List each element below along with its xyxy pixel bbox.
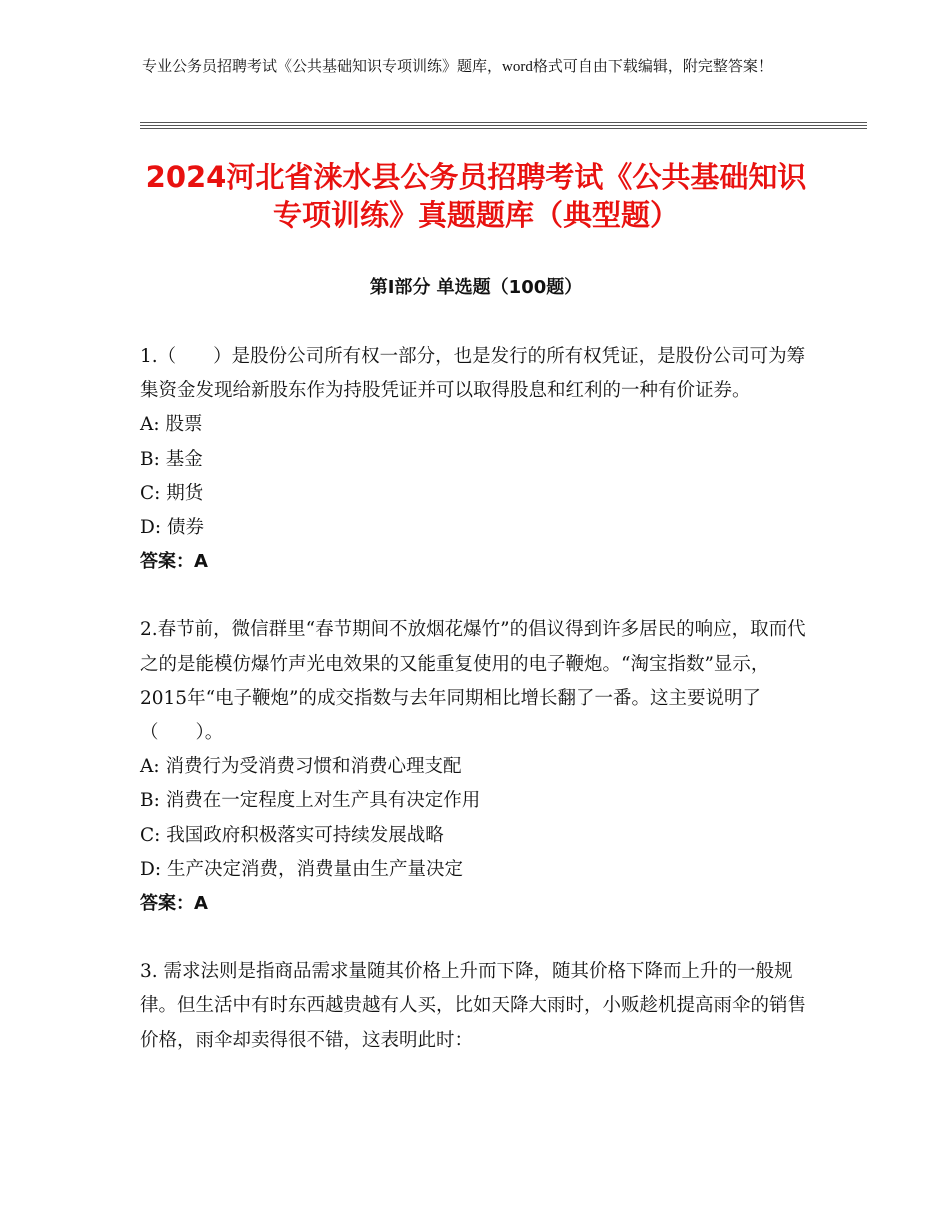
document-title: 2024河北省涞水县公务员招聘考试《公共基础知识专项训练》真题题库（典型题） xyxy=(145,160,807,232)
section-title: 第Ⅰ部分 单选题（100题） xyxy=(369,277,583,298)
question-item xyxy=(140,340,812,579)
header-note: 专业公务员招聘考试《公共基础知识专项训练》题库，word格式可自由下载编辑，附完整答案！ xyxy=(142,59,773,75)
question-option: B: 消费在一定程度上对生产具有决定作用 xyxy=(140,790,481,812)
question-option: A: 股票 xyxy=(140,414,203,436)
question-answer: 答案：A xyxy=(140,551,208,573)
question-stem: 3. 需求法则是指商品需求量随其价格上升而下降，随其价格下降而上升的一般规律。但生活中有时东西越贵越有人买，比如天降大雨时，小贩趁机提高雨伞的销售价格，雨伞却卖得很不错，这表明此时： xyxy=(140,961,807,1051)
question-item xyxy=(140,613,812,921)
question-item xyxy=(140,955,812,1058)
question-option: C: 我国政府积极落实可持续发展战略 xyxy=(140,824,444,846)
question-option: C: 期货 xyxy=(140,482,204,504)
question-spacer xyxy=(140,579,812,613)
header-divider-line xyxy=(140,125,867,126)
question-option: B: 基金 xyxy=(140,448,203,470)
header-divider-line xyxy=(140,128,867,129)
question-stem: 1.（ ）是股份公司所有权一部分，也是发行的所有权凭证，是股份公司可为筹集资金发现给新股东作为持股凭证并可以取得股息和红利的一种有价证券。 xyxy=(140,346,806,402)
question-stem: 2.春节前，微信群里“春节期间不放烟花爆竹”的倡议得到许多居民的响应，取而代之的是能模仿爆竹声光电效果的又能重复使用的电子鞭炮。“淘宝指数”显示，2015年“电子鞭炮”的成交指数与去年同期相比增长翻了一番。这主要说明了（ ）。 xyxy=(140,619,806,744)
header-divider-line xyxy=(140,122,867,123)
question-option: A: 消费行为受消费习惯和消费心理支配 xyxy=(140,756,462,778)
question-spacer xyxy=(140,921,812,955)
question-option: D: 债券 xyxy=(140,517,204,539)
question-list xyxy=(140,340,812,1058)
question-answer: 答案：A xyxy=(140,893,208,915)
question-option: D: 生产决定消费，消费量由生产量决定 xyxy=(140,858,463,880)
